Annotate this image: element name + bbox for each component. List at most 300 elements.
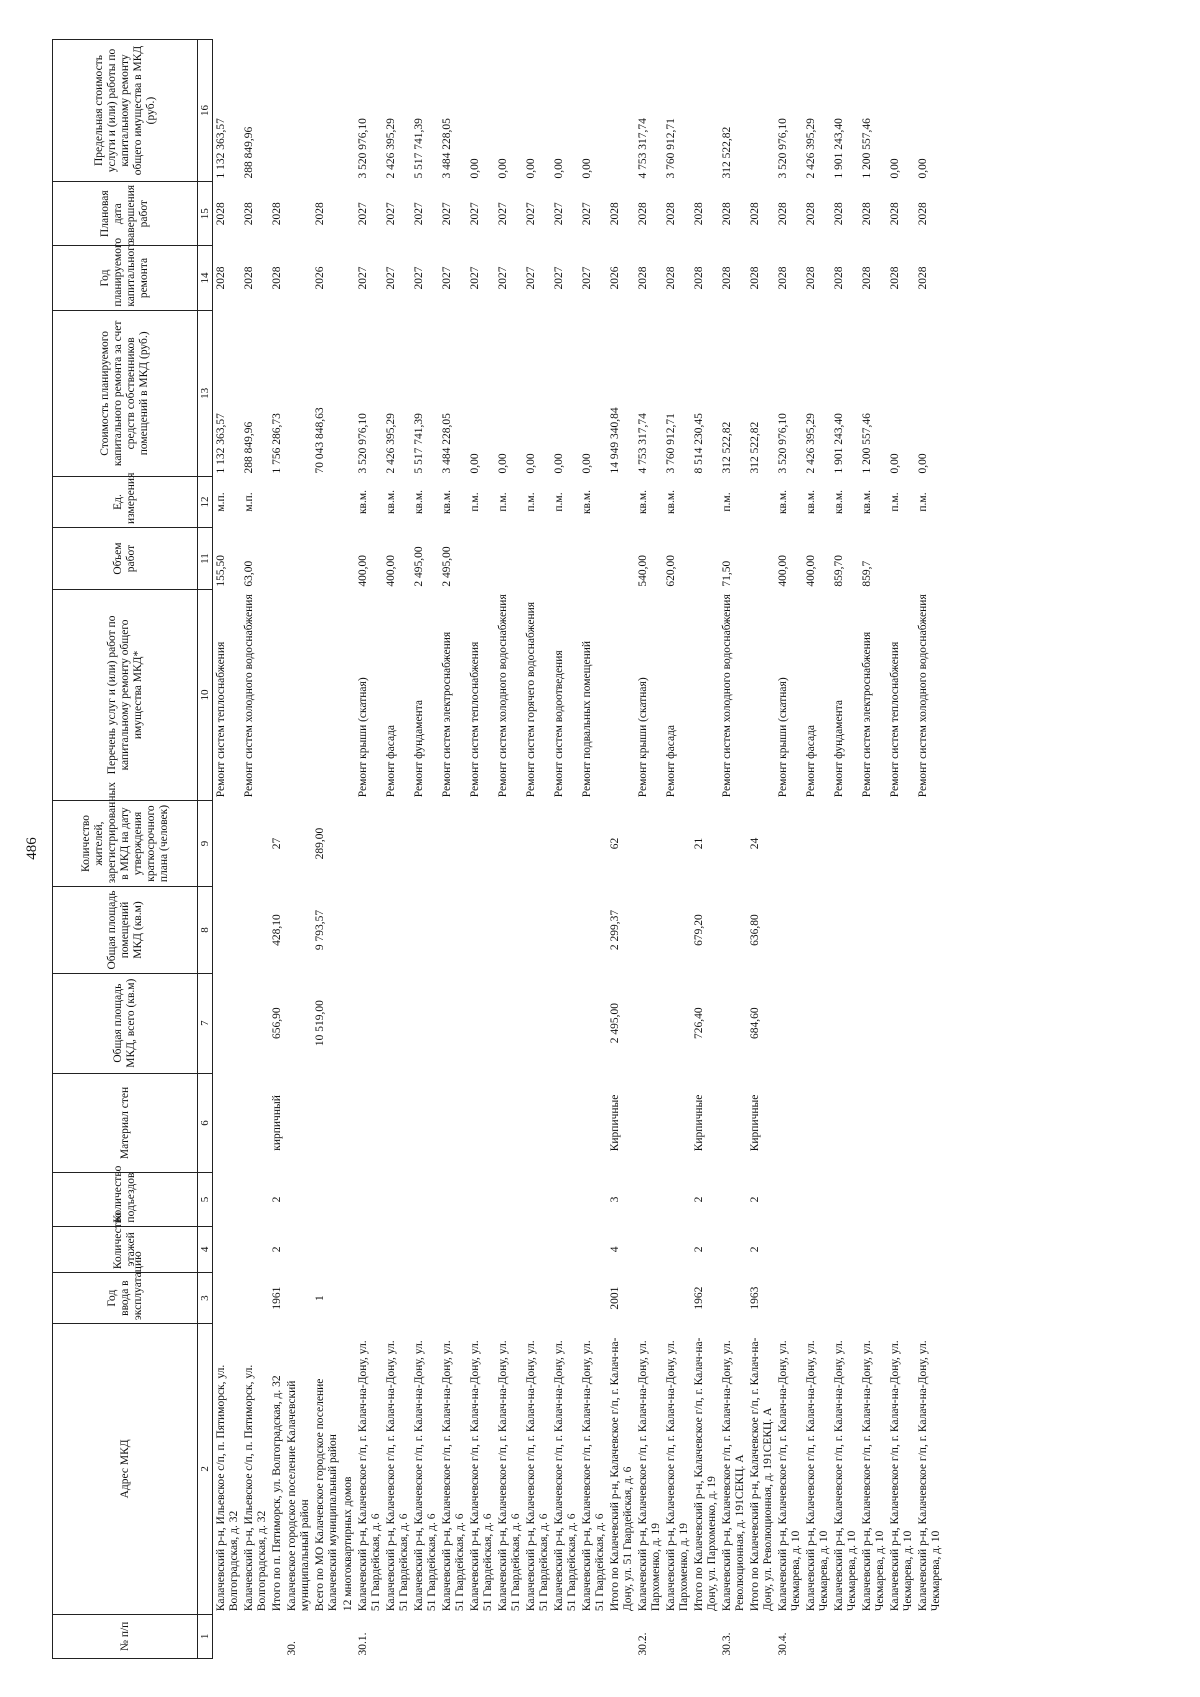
table-cell: 2027	[497, 266, 509, 290]
column-header: Общая площадь МКД, всего (кв.м)	[53, 973, 198, 1073]
table-cell: Ремонт фасада	[385, 724, 397, 798]
table-cell: 3 520 976,10	[777, 413, 789, 474]
table-cell	[832, 1273, 860, 1324]
table-cell	[664, 973, 692, 1073]
table-cell	[242, 800, 270, 886]
table-cell	[384, 973, 412, 1073]
column-number: 11	[198, 528, 213, 590]
table-cell: Ремонт крыши (скатная)	[637, 677, 649, 798]
table-cell	[832, 1614, 860, 1658]
table-cell: 2027	[385, 266, 397, 290]
table-cell: Кирпичные	[693, 1094, 705, 1152]
table-cell: кирпичный	[271, 1095, 283, 1151]
table-cell: 0,00	[525, 158, 537, 179]
table-cell: 2028	[721, 266, 733, 290]
table-cell	[804, 1173, 832, 1226]
table-cell	[440, 1173, 468, 1226]
table-cell: 2 299,37	[609, 909, 621, 951]
table-cell	[776, 1273, 804, 1324]
table-cell: Всего по МО Калачевское городское поселение Калачевский муниципальный район	[314, 1378, 339, 1612]
table-cell	[888, 1226, 916, 1273]
column-number: 14	[198, 246, 213, 310]
page-number: 486	[24, 837, 40, 860]
table-cell: 2027	[441, 266, 453, 290]
table-row	[636, 40, 664, 1659]
table-cell	[384, 887, 412, 973]
table-cell: 2027	[553, 202, 565, 226]
table-cell	[636, 887, 664, 973]
table-cell	[860, 1614, 888, 1658]
column-header: Адрес МКД	[53, 1324, 198, 1615]
table-cell	[468, 887, 496, 973]
table-cell: 1963	[749, 1286, 761, 1310]
table-cell	[341, 1226, 356, 1273]
table-cell	[270, 590, 285, 801]
table-cell: 2028	[665, 266, 677, 290]
table-cell	[285, 887, 313, 973]
table-cell: 2027	[525, 266, 537, 290]
table-row	[608, 40, 636, 1659]
table-cell: кв.м.	[385, 489, 397, 515]
table-cell: кв.м.	[357, 489, 369, 515]
table-cell: 3 484 228,05	[441, 118, 453, 179]
table-cell: 400,00	[357, 554, 369, 587]
table-cell: 2028	[749, 266, 761, 290]
table-cell: 2028	[749, 202, 761, 226]
table-cell: Калачевский р-н, Ильевское с/п, п. Пятиморск, ул. Волгоградская, д. 32	[215, 1364, 240, 1612]
table-cell	[341, 590, 356, 801]
column-header: Предельная стоимость услуги и (или) работы по капитальному ремонту общего имущества в МКД (руб.)	[53, 40, 198, 182]
table-cell	[720, 1226, 748, 1273]
table-cell	[552, 1226, 580, 1273]
table-cell: п.м.	[469, 492, 481, 512]
table-cell: 0,00	[525, 453, 537, 474]
table-cell	[916, 800, 944, 886]
table-cell: 30.4.	[777, 1632, 789, 1656]
table-cell: 3 760 912,71	[665, 413, 677, 474]
table-cell	[776, 1073, 804, 1173]
table-cell	[285, 40, 313, 182]
table-cell: 2027	[525, 202, 537, 226]
table-cell: 1 132 363,57	[215, 413, 227, 474]
table-cell: 27	[271, 837, 283, 850]
table-cell	[804, 800, 832, 886]
table-cell	[832, 1073, 860, 1173]
table-cell	[496, 800, 524, 886]
table-cell: Калачевский р-н, Калачевское г/п, г. Калач-на-Дону, ул. 51 Гвардейская, д. 6	[385, 1340, 410, 1612]
table-row	[285, 40, 313, 1659]
column-header: Общая площадь помещений МКД (кв.м)	[53, 887, 198, 973]
table-cell	[341, 887, 356, 973]
table-cell: 2026	[609, 266, 621, 290]
table-cell: 859,70	[833, 554, 845, 587]
table-cell	[860, 973, 888, 1073]
table-cell	[341, 182, 356, 246]
table-cell	[496, 528, 524, 590]
table-cell	[888, 528, 916, 590]
table-cell: 0,00	[889, 453, 901, 474]
table-cell	[496, 1226, 524, 1273]
table-cell	[552, 1073, 580, 1173]
table-cell: 0,00	[553, 158, 565, 179]
table-cell	[832, 973, 860, 1073]
table-cell	[552, 528, 580, 590]
table-cell: 5 517 741,39	[413, 413, 425, 474]
table-row	[776, 40, 804, 1659]
table-cell	[468, 1073, 496, 1173]
table-cell: 289,00	[314, 827, 326, 860]
table-cell: Ремонт систем электроснабжения	[861, 631, 873, 798]
table-cell: 2027	[581, 202, 593, 226]
column-number: 7	[198, 973, 213, 1073]
table-cell	[608, 40, 636, 182]
table-cell	[776, 973, 804, 1073]
table-cell	[720, 1073, 748, 1173]
table-row	[692, 40, 720, 1659]
table-cell: 10 519,00	[314, 1000, 326, 1047]
table-cell: 2028	[271, 266, 283, 290]
table-cell	[860, 887, 888, 973]
table-cell: Итого по Калачевский р-н, Калачевское г/п, г. Калач-на-Дону, ул. 51 Гвардейская, д. 6	[609, 1337, 634, 1612]
table-row	[916, 40, 944, 1659]
table-cell: 656,90	[271, 1007, 283, 1039]
table-cell	[412, 1073, 440, 1173]
table-cell: 0,00	[581, 158, 593, 179]
table-cell: 9 793,57	[314, 909, 326, 951]
table-cell	[664, 1226, 692, 1273]
table-cell	[692, 477, 720, 528]
table-cell: 2001	[609, 1286, 621, 1310]
table-cell	[270, 528, 285, 590]
table-cell: Ремонт систем холодного водоснабжения	[497, 594, 509, 798]
table-cell	[748, 590, 776, 801]
column-header: Объем работ	[53, 528, 198, 590]
column-number: 3	[198, 1273, 213, 1324]
table-cell: 2028	[861, 202, 873, 226]
table-cell	[832, 800, 860, 886]
table-cell: кв.м.	[581, 489, 593, 515]
table-cell	[580, 973, 608, 1073]
table-cell: 70 043 848,63	[314, 407, 326, 474]
table-cell	[356, 800, 384, 886]
table-cell: 2 426 395,29	[805, 413, 817, 474]
table-cell	[524, 887, 552, 973]
table-cell: Калачевский р-н, Калачевское г/п, г. Калач-на-Дону, ул. Чекмарева, д. 10	[833, 1340, 858, 1612]
table-cell	[720, 1273, 748, 1324]
table-cell	[242, 1173, 270, 1226]
table-cell: 3 484 228,05	[441, 413, 453, 474]
table-cell: 2028	[889, 266, 901, 290]
table-cell: 1 901 243,40	[833, 118, 845, 179]
table-cell: Итого по п. Пятиморск, ул. Волгоградская, д. 32	[271, 1375, 283, 1612]
table-cell	[804, 1226, 832, 1273]
table-cell	[636, 1073, 664, 1173]
table-cell: 2028	[243, 202, 255, 226]
table-cell: кв.м.	[777, 489, 789, 515]
table-cell	[440, 887, 468, 973]
table-cell: Калачевский р-н, Калачевское г/п, г. Калач-на-Дону, ул. 51 Гвардейская, д. 6	[441, 1340, 466, 1612]
table-cell: Калачевский р-н, Калачевское г/п, г. Калач-на-Дону, ул. Чекмарева, д. 10	[861, 1340, 886, 1612]
table-cell	[341, 1273, 356, 1324]
table-cell	[242, 973, 270, 1073]
table-cell	[916, 1273, 944, 1324]
table-cell: Ремонт фасада	[665, 724, 677, 798]
table-cell: 0,00	[889, 158, 901, 179]
table-cell: 400,00	[805, 554, 817, 587]
table-cell: 2028	[215, 202, 227, 226]
table-cell	[580, 887, 608, 973]
table-cell: 2 426 395,29	[805, 118, 817, 179]
table-cell: 684,60	[749, 1007, 761, 1039]
table-cell	[860, 1173, 888, 1226]
table-cell: Калачевский р-н, Калачевское г/п, г. Калач-на-Дону, ул. 51 Гвардейская, д. 6	[497, 1340, 522, 1612]
table-cell	[888, 1073, 916, 1173]
table-cell: Калачевский р-н, Ильевское с/п, п. Пятиморск, ул. Волгоградская, д. 32	[243, 1364, 268, 1612]
table-cell: 2028	[721, 202, 733, 226]
table-row	[720, 40, 748, 1659]
table-cell: 3	[609, 1196, 621, 1203]
table-cell	[496, 1073, 524, 1173]
table-cell: 5 517 741,39	[413, 118, 425, 179]
table-cell	[384, 1073, 412, 1173]
table-cell: Ремонт систем водоотведения	[553, 650, 565, 798]
table-cell	[213, 1073, 243, 1173]
table-cell: 4	[609, 1246, 621, 1253]
table-cell: 0,00	[917, 158, 929, 179]
table-cell	[664, 1273, 692, 1324]
table-cell: 400,00	[385, 554, 397, 587]
column-number: 2	[198, 1324, 213, 1615]
table-cell	[341, 246, 356, 310]
table-cell: Кирпичные	[609, 1094, 621, 1152]
table-cell: Калачевский р-н, Калачевское г/п, г. Калач-на-Дону, ул. Революционная, д. 191СЕКЦ. А	[721, 1340, 746, 1612]
table-cell: 636,80	[749, 914, 761, 946]
table-cell	[285, 310, 313, 476]
table-cell: 71,50	[721, 560, 733, 587]
table-cell	[384, 1173, 412, 1226]
table-cell	[440, 1273, 468, 1324]
table-cell	[552, 887, 580, 973]
table-cell	[860, 1273, 888, 1324]
table-cell: 30.2.	[637, 1632, 649, 1656]
table-cell	[552, 1614, 580, 1658]
table-cell	[468, 973, 496, 1073]
table-cell: Ремонт систем холодного водоснабжения	[721, 594, 733, 798]
table-cell: 1962	[693, 1286, 705, 1310]
table-cell	[242, 1273, 270, 1324]
table-cell	[636, 800, 664, 886]
table-cell: 62	[609, 837, 621, 850]
table-cell	[608, 477, 636, 528]
table-cell	[313, 1614, 341, 1658]
table-cell: 2028	[833, 202, 845, 226]
column-number: 6	[198, 1073, 213, 1173]
table-cell: 726,40	[693, 1007, 705, 1039]
table-cell: 30.3.	[721, 1632, 733, 1656]
table-cell	[916, 1073, 944, 1173]
table-cell: кв.м.	[861, 489, 873, 515]
table-cell: 0,00	[497, 453, 509, 474]
table-cell: м.п.	[243, 492, 255, 512]
table-cell	[468, 1226, 496, 1273]
table-cell: п.м.	[917, 492, 929, 512]
table-cell: 2028	[637, 266, 649, 290]
table-cell: 2027	[553, 266, 565, 290]
table-cell	[341, 40, 356, 182]
table-cell: 21	[693, 837, 705, 850]
table-cell	[552, 1173, 580, 1226]
table-cell: 3 520 976,10	[777, 118, 789, 179]
table-cell: 2028	[889, 202, 901, 226]
table-cell	[440, 1073, 468, 1173]
table-cell: 24	[749, 837, 761, 850]
table-cell	[213, 1273, 243, 1324]
table-cell	[242, 1226, 270, 1273]
table-cell: 30.	[286, 1641, 298, 1656]
table-cell: 2028	[243, 266, 255, 290]
table-cell: кв.м.	[413, 489, 425, 515]
table-cell	[213, 800, 243, 886]
table-cell: Кирпичные	[749, 1094, 761, 1152]
table-cell: 2028	[693, 202, 705, 226]
table-cell: 2028	[314, 202, 326, 226]
table-cell	[356, 1173, 384, 1226]
table-cell: 14 949 340,84	[609, 407, 621, 474]
table-row	[580, 40, 608, 1659]
column-number: 5	[198, 1173, 213, 1226]
table-cell: Ремонт фундамента	[413, 700, 425, 798]
table-cell	[888, 800, 916, 886]
table-cell	[636, 1173, 664, 1226]
table-cell: Калачевский р-н, Калачевское г/п, г. Калач-на-Дону, ул. 51 Гвардейская, д. 6	[413, 1340, 438, 1612]
table-header	[53, 40, 213, 1659]
table-cell	[468, 800, 496, 886]
table-cell	[916, 1173, 944, 1226]
table-cell	[341, 800, 356, 886]
table-cell: Ремонт систем электроснабжения	[441, 631, 453, 798]
table-cell: Калачевский р-н, Калачевское г/п, г. Калач-на-Дону, ул. Чекмарева, д. 10	[777, 1340, 802, 1612]
table-cell	[384, 1273, 412, 1324]
table-cell: Ремонт систем горячего водоснабжения	[525, 601, 537, 798]
table-cell	[313, 40, 341, 182]
table-cell	[888, 1273, 916, 1324]
table-cell: Калачевский р-н, Калачевское г/п, г. Калач-на-Дону, ул. Чекмарева, д. 10	[805, 1340, 830, 1612]
table-cell: м.п.	[215, 492, 227, 512]
table-cell: 2	[749, 1196, 761, 1203]
column-header: Количество подъездов	[53, 1173, 198, 1226]
table-cell: 0,00	[553, 453, 565, 474]
table-cell	[524, 1273, 552, 1324]
table-cell	[580, 1273, 608, 1324]
table-cell: 1 901 243,40	[833, 413, 845, 474]
table-cell: кв.м.	[637, 489, 649, 515]
table-cell	[524, 528, 552, 590]
table-cell	[341, 528, 356, 590]
table-cell: 312 522,82	[749, 421, 761, 474]
table-cell: 2027	[413, 266, 425, 290]
table-cell	[496, 973, 524, 1073]
table-cell	[356, 1226, 384, 1273]
table-cell	[341, 1173, 356, 1226]
table-cell	[313, 1226, 341, 1273]
table-cell: 0,00	[917, 453, 929, 474]
table-body	[213, 40, 945, 1659]
table-cell	[341, 1614, 356, 1658]
table-cell	[664, 1614, 692, 1658]
table-cell	[356, 973, 384, 1073]
table-cell: 0,00	[581, 453, 593, 474]
table-cell: 2028	[271, 202, 283, 226]
table-cell	[748, 1614, 776, 1658]
table-cell	[552, 800, 580, 886]
table-cell	[692, 528, 720, 590]
table-cell	[440, 1226, 468, 1273]
table-cell: Калачевский р-н, Калачевское г/п, г. Калач-на-Дону, ул. Пархоменко, д. 19	[637, 1340, 662, 1612]
table-cell: Калачевский р-н, Калачевское г/п, г. Калач-на-Дону, ул. Чекмарева, д. 10	[917, 1340, 942, 1612]
table-cell: 2 495,00	[441, 546, 453, 587]
table-row	[552, 40, 580, 1659]
table-cell	[916, 528, 944, 590]
table-cell	[384, 1614, 412, 1658]
table-cell	[285, 1273, 313, 1324]
table-cell	[341, 973, 356, 1073]
table-cell	[776, 1173, 804, 1226]
column-header: Год планируемого капитального ремонта	[53, 246, 198, 310]
table-cell: 2028	[861, 266, 873, 290]
table-cell	[412, 1226, 440, 1273]
table-cell	[496, 887, 524, 973]
table-cell	[776, 800, 804, 886]
table-cell: 2027	[581, 266, 593, 290]
table-cell	[804, 1614, 832, 1658]
table-cell	[242, 1614, 270, 1658]
table-cell	[692, 590, 720, 801]
table-cell: Ремонт фундамента	[833, 700, 845, 798]
table-cell	[313, 1073, 341, 1173]
column-header: Плановая дата завершения работ	[53, 182, 198, 246]
table-cell: 2028	[215, 266, 227, 290]
table-cell	[580, 528, 608, 590]
table-cell: кв.м.	[805, 489, 817, 515]
table-cell: Ремонт систем холодного водоснабжения	[243, 594, 255, 798]
table-cell	[242, 1073, 270, 1173]
table-cell: 540,00	[637, 554, 649, 587]
table-cell: Калачевское городское поселение Калачевский муниципальный район	[286, 1380, 311, 1612]
table-cell	[213, 973, 243, 1073]
table-cell: 2028	[805, 266, 817, 290]
table-cell	[412, 1614, 440, 1658]
table-cell	[468, 1173, 496, 1226]
table-cell: 2028	[637, 202, 649, 226]
table-cell	[860, 1073, 888, 1173]
column-header: Год ввода в эксплуатацию	[53, 1273, 198, 1324]
table-cell: Итого по Калачевский р-н, Калачевское г/п, г. Калач-на-Дону, ул. Революционная, д. 191СЕКЦ. А	[749, 1337, 774, 1612]
table-cell	[888, 1173, 916, 1226]
table-cell: 30.1.	[357, 1632, 369, 1656]
table-cell	[636, 973, 664, 1073]
table-row	[496, 40, 524, 1659]
table-row	[860, 40, 888, 1659]
table-cell: 2027	[385, 202, 397, 226]
table-cell: 2028	[693, 266, 705, 290]
table-cell	[356, 1073, 384, 1173]
table-cell	[636, 1226, 664, 1273]
table-cell: п.м.	[721, 492, 733, 512]
table-cell: 679,20	[693, 914, 705, 946]
table-cell	[440, 800, 468, 886]
table-cell	[242, 887, 270, 973]
table-cell	[496, 1173, 524, 1226]
